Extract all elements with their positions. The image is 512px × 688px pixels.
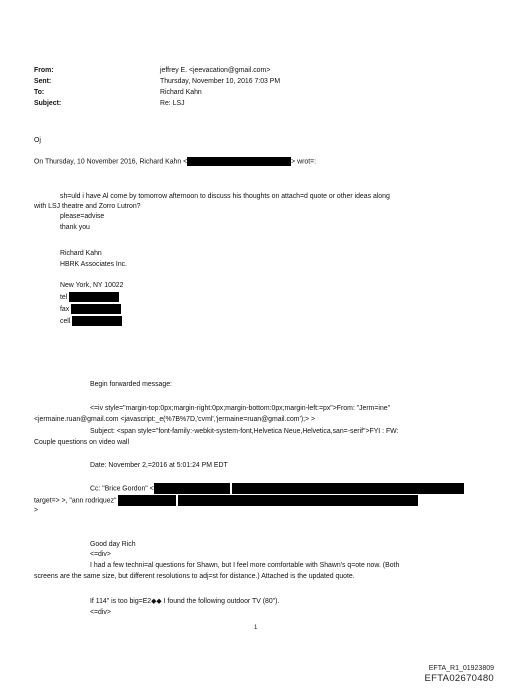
reply-greeting: Oj: [34, 137, 41, 144]
subject-label: Subject:: [34, 100, 62, 107]
inner-greeting: Good day Rich: [90, 541, 136, 548]
cc-prefix: Cc: "Brice Gordon" <: [90, 485, 154, 493]
redaction-block: [69, 292, 119, 302]
bates-reference-small: EFTA_R1_01923809: [428, 665, 494, 672]
from-value: jeffrey E. <jeevacation@gmail.com>: [160, 67, 271, 74]
wrote-suffix: > wrot=:: [291, 158, 317, 166]
bates-reference-large: EFTA02670480: [424, 673, 494, 684]
sent-label: Sent:: [34, 78, 52, 85]
from-label: From:: [34, 67, 54, 74]
fax-line: [60, 304, 121, 315]
forwarded-from-line-1: <=iv style="margin-top:0px;margin-right:0px;margin-bottom:0px;margin-left:=px">From: "Jerm=ine": [90, 405, 391, 412]
forwarded-subject-line-2: Couple questions on video wall: [34, 439, 129, 446]
redaction-block: [178, 495, 418, 506]
tel-line: [60, 292, 119, 303]
sent-value: Thursday, November 10, 2016 7:03 PM: [160, 78, 281, 85]
inner-div-tag-1: <=div>: [90, 551, 111, 558]
forwarded-from-line-2: <jermaine.ruan@gmail.com <javascript:_e(%7B%7D,'cvml','jermaine=ruan@gmail.com');> >: [34, 416, 316, 423]
inner-paragraph-line-2: screens are the same size, but different resolutions to adj=st for distance.) Attached is the updated quote.: [34, 573, 355, 580]
cell-label: cell: [60, 317, 71, 325]
closing-bracket: >: [34, 507, 39, 514]
forwarded-subject-line-1: Subject: <span style="font-family:-webkit-system-font,Helvetica Neue,Helvetica,san=-serif">FYI : FW:: [90, 428, 399, 435]
to-label: To:: [34, 89, 45, 96]
inner-div-tag-2: <=div>: [90, 609, 111, 616]
please-advise: please=advise: [60, 213, 105, 220]
redaction-block: [118, 495, 176, 506]
target-line: [34, 495, 418, 506]
signature-name: Richard Kahn: [60, 250, 102, 257]
redaction-block: [232, 483, 464, 494]
cell-line: [60, 316, 122, 327]
cc-line: [90, 483, 464, 494]
forwarded-date: Date: November 2,=2016 at 5:01:24 PM EDT: [90, 462, 228, 469]
signature-city: New York, NY 10022: [60, 282, 124, 289]
redaction-block: [72, 316, 122, 326]
wrote-line: [34, 157, 316, 167]
signature-company: HBRK Associates Inc.: [60, 261, 128, 268]
to-value: Richard Kahn: [160, 89, 202, 96]
message-line-1: sh=uld i have Al come by tomorrow afternoon to discuss his thoughts on attach=d quote or other ideas along: [60, 193, 390, 200]
inner-tv-line: If 114" is too big=E2◆◆ I found the following outdoor TV (80").: [90, 598, 280, 605]
subject-value: Re: LSJ: [160, 100, 185, 107]
target-text: target=> >, "ann rodriquez": [34, 497, 117, 505]
wrote-prefix: On Thursday, 10 November 2016, Richard Kahn <: [34, 158, 188, 166]
redaction-block: [154, 483, 230, 494]
redaction-block: [71, 304, 121, 314]
redaction-block: [187, 157, 291, 166]
inner-paragraph-line-1: I had a few techni=al questions for Shawn, but I feel more comfortable with Shawn's q=ote now. (Both: [90, 562, 400, 569]
forwarded-title: Begin forwarded message:: [90, 381, 172, 388]
fax-label: fax: [60, 305, 70, 313]
message-line-2: with LSJ theatre and Zorro Lutron?: [34, 203, 141, 210]
page-number: 1: [254, 625, 258, 631]
tel-label: tel: [60, 293, 68, 301]
thank-you: thank you: [60, 224, 90, 231]
